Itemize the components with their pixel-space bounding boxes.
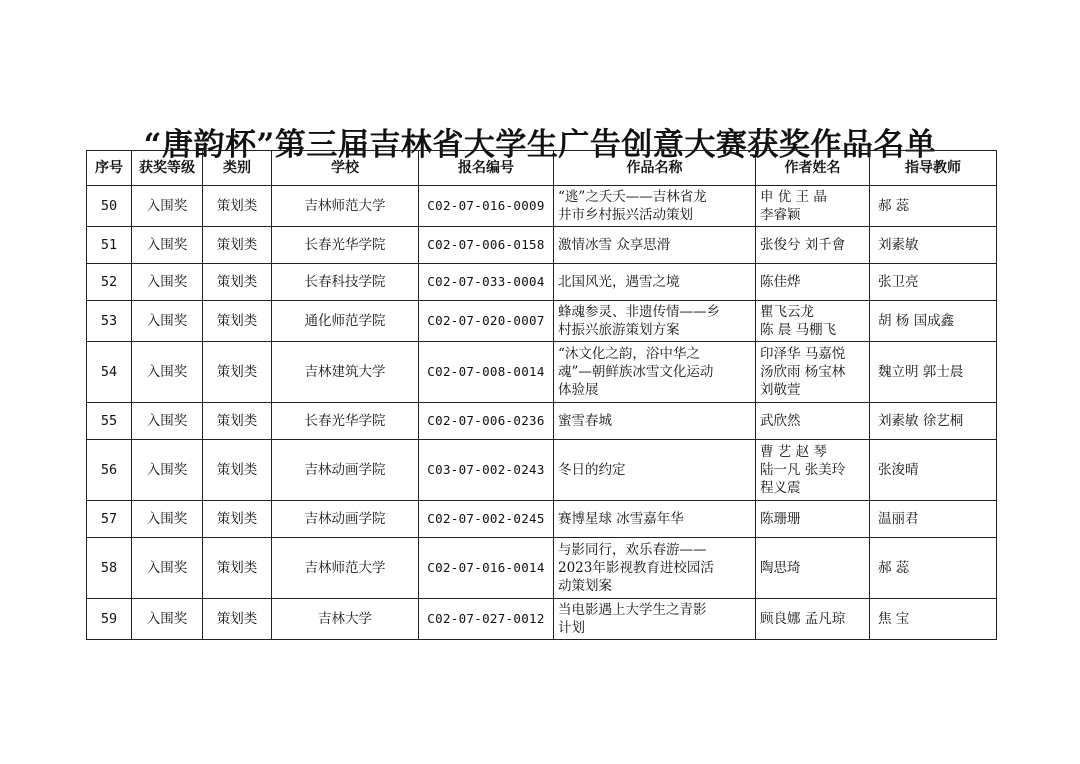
cell-authors: 陶思琦 (756, 538, 870, 599)
cell-category: 策划类 (203, 440, 272, 501)
cell-level: 入围奖 (132, 440, 203, 501)
cell-code: C02-07-033-0004 (419, 264, 554, 301)
cell-authors: 陈佳烨 (756, 264, 870, 301)
cell-code: C02-07-006-0236 (419, 403, 554, 440)
cell-no: 58 (87, 538, 132, 599)
cell-work: 冬日的约定 (554, 440, 756, 501)
cell-level: 入围奖 (132, 186, 203, 227)
header-category: 类别 (203, 151, 272, 186)
cell-category: 策划类 (203, 403, 272, 440)
cell-work: 蜂魂参灵、非遗传情——乡 村振兴旅游策划方案 (554, 301, 756, 342)
table-row (87, 264, 997, 301)
cell-level: 入围奖 (132, 538, 203, 599)
cell-school: 吉林动画学院 (272, 440, 419, 501)
cell-authors: 张俊兮 刘千會 (756, 227, 870, 264)
cell-authors: 印泽华 马嘉悦 汤欣雨 杨宝林 刘敬萱 (756, 342, 870, 403)
cell-code: C02-07-002-0245 (419, 501, 554, 538)
cell-work: 北国风光，遇雪之境 (554, 264, 756, 301)
cell-code: C02-07-020-0007 (419, 301, 554, 342)
cell-level: 入围奖 (132, 227, 203, 264)
cell-advisor: 郝 蕊 (870, 538, 997, 599)
cell-school: 长春光华学院 (272, 403, 419, 440)
table-row (87, 301, 997, 342)
cell-school: 吉林师范大学 (272, 186, 419, 227)
cell-no: 54 (87, 342, 132, 403)
cell-category: 策划类 (203, 538, 272, 599)
cell-no: 59 (87, 599, 132, 640)
table-header-row (87, 151, 997, 186)
cell-advisor: 郝 蕊 (870, 186, 997, 227)
cell-no: 52 (87, 264, 132, 301)
cell-no: 56 (87, 440, 132, 501)
cell-advisor: 刘素敏 (870, 227, 997, 264)
cell-authors: 瞿飞云龙 陈 晨 马棚飞 (756, 301, 870, 342)
cell-level: 入围奖 (132, 501, 203, 538)
cell-category: 策划类 (203, 301, 272, 342)
table-row (87, 403, 997, 440)
cell-advisor: 张浚晴 (870, 440, 997, 501)
cell-category: 策划类 (203, 599, 272, 640)
cell-no: 50 (87, 186, 132, 227)
cell-category: 策划类 (203, 342, 272, 403)
header-school: 学校 (272, 151, 419, 186)
cell-advisor: 温丽君 (870, 501, 997, 538)
cell-level: 入围奖 (132, 264, 203, 301)
cell-advisor: 焦 宝 (870, 599, 997, 640)
cell-category: 策划类 (203, 227, 272, 264)
cell-no: 57 (87, 501, 132, 538)
cell-category: 策划类 (203, 501, 272, 538)
header-no: 序号 (87, 151, 132, 186)
cell-code: C02-07-006-0158 (419, 227, 554, 264)
cell-work: 赛博星球 冰雪嘉年华 (554, 501, 756, 538)
table-row (87, 440, 997, 501)
cell-advisor: 刘素敏 徐艺桐 (870, 403, 997, 440)
cell-advisor: 魏立明 郭士晨 (870, 342, 997, 403)
cell-work: 激情冰雪 众享思滑 (554, 227, 756, 264)
cell-work: 当电影遇上大学生之青影 计划 (554, 599, 756, 640)
cell-category: 策划类 (203, 264, 272, 301)
cell-no: 51 (87, 227, 132, 264)
table-row (87, 342, 997, 403)
cell-category: 策划类 (203, 186, 272, 227)
cell-advisor: 张卫亮 (870, 264, 997, 301)
award-list-table (86, 150, 997, 640)
cell-school: 通化师范学院 (272, 301, 419, 342)
cell-school: 吉林动画学院 (272, 501, 419, 538)
table-row (87, 599, 997, 640)
cell-school: 吉林建筑大学 (272, 342, 419, 403)
cell-work: 蜜雪春城 (554, 403, 756, 440)
cell-authors: 武欣然 (756, 403, 870, 440)
cell-code: C02-07-008-0014 (419, 342, 554, 403)
header-code: 报名编号 (419, 151, 554, 186)
cell-school: 吉林师范大学 (272, 538, 419, 599)
cell-level: 入围奖 (132, 301, 203, 342)
cell-authors: 申 优 王 晶 李睿颖 (756, 186, 870, 227)
cell-work: 与影同行，欢乐春游—— 2023年影视教育进校园活 动策划案 (554, 538, 756, 599)
table-row (87, 538, 997, 599)
cell-no: 53 (87, 301, 132, 342)
cell-authors: 顾良娜 孟凡琼 (756, 599, 870, 640)
header-authors: 作者姓名 (756, 151, 870, 186)
header-advisor: 指导教师 (870, 151, 997, 186)
cell-school: 长春科技学院 (272, 264, 419, 301)
cell-code: C02-07-027-0012 (419, 599, 554, 640)
cell-code: C02-07-016-0014 (419, 538, 554, 599)
page-title: “唐韵杯”第三届吉林省大学生广告创意大赛获奖作品名单 (143, 126, 937, 163)
cell-school: 长春光华学院 (272, 227, 419, 264)
cell-level: 入围奖 (132, 599, 203, 640)
cell-code: C03-07-002-0243 (419, 440, 554, 501)
cell-code: C02-07-016-0009 (419, 186, 554, 227)
table-row (87, 227, 997, 264)
header-work: 作品名称 (554, 151, 756, 186)
cell-no: 55 (87, 403, 132, 440)
cell-work: “逃”之夭夭——吉林省龙 井市乡村振兴活动策划 (554, 186, 756, 227)
table-row (87, 501, 997, 538)
cell-school: 吉林大学 (272, 599, 419, 640)
cell-authors: 陈珊珊 (756, 501, 870, 538)
cell-level: 入围奖 (132, 403, 203, 440)
cell-authors: 曹 艺 赵 琴 陆一凡 张美玲 程义震 (756, 440, 870, 501)
header-level: 获奖等级 (132, 151, 203, 186)
cell-level: 入围奖 (132, 342, 203, 403)
cell-advisor: 胡 杨 国成鑫 (870, 301, 997, 342)
table-row (87, 186, 997, 227)
cell-work: “沐文化之韵，浴中华之 魂”—朝鲜族冰雪文化运动 体验展 (554, 342, 756, 403)
